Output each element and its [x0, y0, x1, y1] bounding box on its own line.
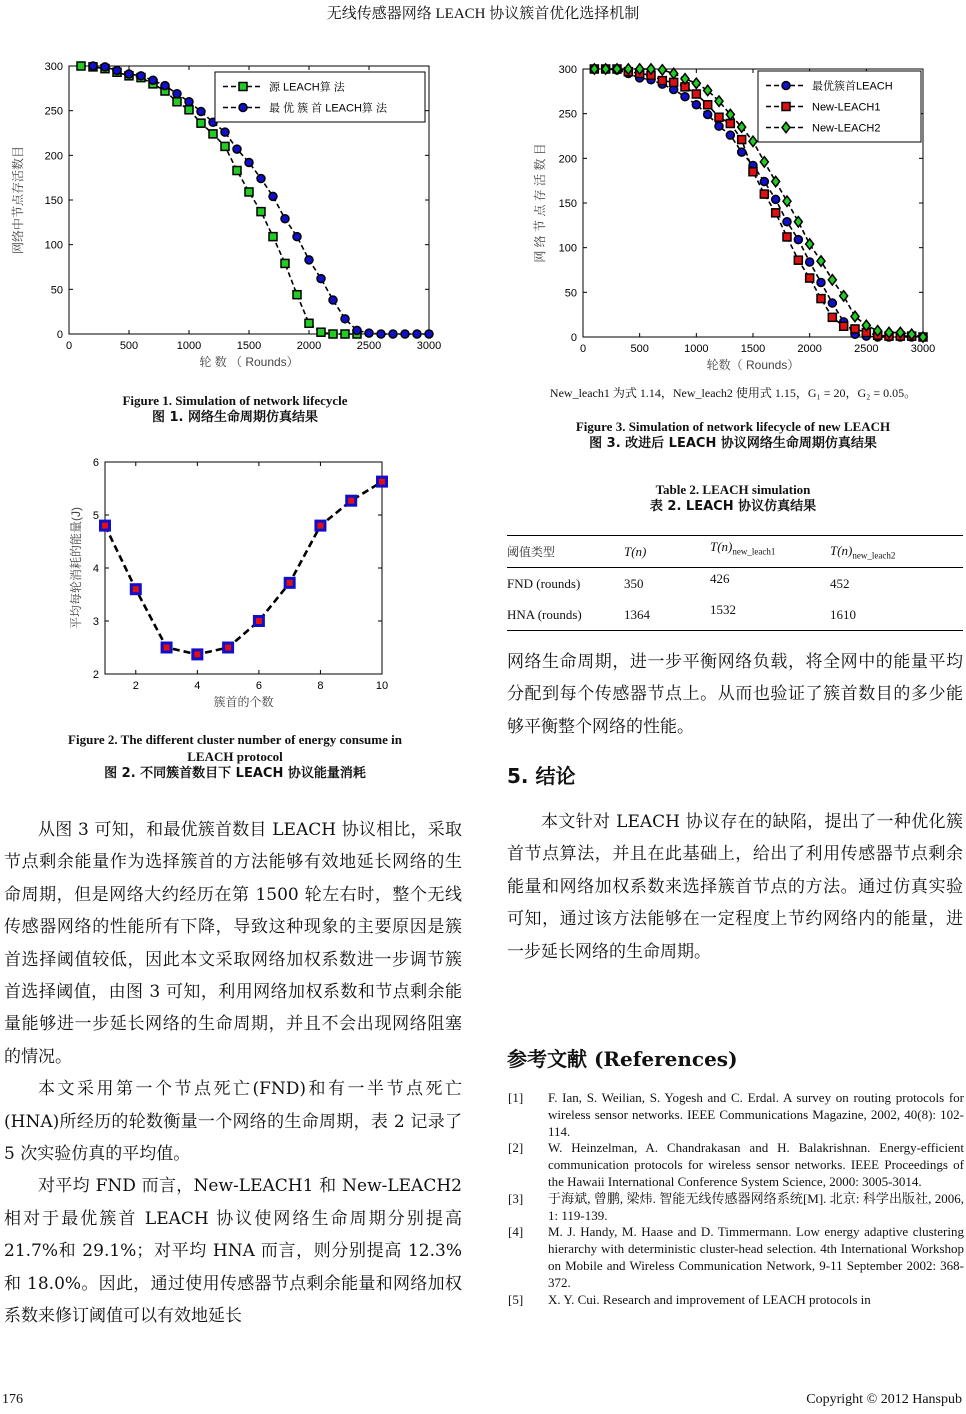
marker-circle: [341, 315, 349, 323]
y-tick-label: 6: [92, 457, 99, 469]
right-column-continuation: [507, 646, 963, 743]
marker-circle: [329, 296, 337, 304]
marker-circle: [692, 101, 700, 109]
marker-square: [658, 77, 666, 85]
reference-text: X. Y. Cui. Research and improvement of LEACH protocols in: [548, 1291, 871, 1307]
x-tick-label: 1500: [740, 343, 766, 355]
marker-square: [851, 325, 859, 333]
x-axis-label: 轮 数 （ Rounds）: [199, 355, 299, 369]
marker-square: [749, 168, 757, 176]
x-tick-label: 2000: [296, 340, 322, 352]
legend-label: New-LEACH2: [812, 122, 881, 135]
marker-circle: [281, 215, 289, 223]
marker-circle: [828, 299, 836, 307]
marker-circle: [161, 82, 169, 90]
caption-zh: 图 2. 不同簇首数目下 LEACH 协议能量消耗: [104, 766, 366, 781]
reference-item: [508, 1090, 964, 1140]
marker-circle: [89, 62, 97, 70]
reference-text: 于海斌, 曾鹏, 梁炜. 智能无线传感器网络系统[M]. 北京: 科学出版社, 2006, 1: 119-139.: [548, 1190, 964, 1223]
x-tick-label: 2000: [797, 343, 822, 355]
left-column-text: [4, 814, 462, 1333]
marker-square: [197, 119, 205, 127]
marker-square-inner: [164, 645, 170, 651]
marker-circle: [353, 326, 361, 334]
figure-2-caption: [0, 731, 470, 782]
y-tick-label: 200: [44, 150, 63, 163]
x-tick-label: 4: [194, 680, 201, 692]
legend-label: 源 LEACH算 法: [269, 81, 345, 94]
x-tick-label: 0: [579, 343, 587, 355]
marker-circle: [149, 76, 157, 84]
caption-en: Figure 3. Simulation of network lifecycle of new LEACH: [575, 419, 891, 434]
header-cell: [624, 536, 710, 568]
marker-square-inner: [348, 498, 354, 504]
marker-square: [794, 256, 802, 264]
references-list: [508, 1090, 964, 1308]
marker-circle: [113, 66, 121, 74]
marker-square: [221, 142, 229, 150]
reference-text: W. Heinzelman, A. Chandrakasan and H. Balakrishnan. Energy-efficient communication protocols for wireless sensor networks. IEEE Proceedings of the Hawaii International Conference System Science, 2000: 3005-3014.: [548, 1140, 964, 1189]
marker-circle: [715, 122, 723, 130]
copyright: Copyright © 2012 Hanspub: [806, 1392, 962, 1407]
y-axis-label: 网络中节点存活数目: [11, 145, 25, 255]
y-tick-label: 4: [92, 563, 99, 575]
reference-text: F. Ian, S. Weilian, S. Yogesh and C. Erdal. A survey on routing protocols for wireless sensor networks. IEEE Communications Magazine, 2002, 40(8): 102-114.: [548, 1090, 964, 1139]
legend-box: [215, 72, 425, 122]
x-tick-label: 500: [630, 343, 649, 355]
paragraph: 从图 3 可知，和最优簇首数目 LEACH 协议相比，采取节点剩余能量作为选择簇首的方法能够有效地延长网络的生命周期，但是网络大约经历在第 1500 轮左右时，整个无线传感器网络的性能所有下降，导致这种现象的主要原因是簇首选择阈值较低，因此本文采取网络加权系数进一步调节簇首选择阈值，由图 3 可知，利用网络加权系数和节点剩余能量能够进一步延长网络的生命周期，并且不会出现网络阻塞的情况。: [4, 820, 462, 1067]
legend-label: 最优簇首LEACH: [812, 80, 893, 93]
y-tick-label: 2: [92, 669, 99, 681]
marker-square: [704, 101, 712, 109]
marker-square: [293, 291, 301, 299]
reference-number: [3]: [508, 1190, 524, 1206]
table-cell: HNA (rounds): [507, 606, 582, 622]
marker-square: [840, 322, 848, 330]
paragraph: 本文采用第一个节点死亡(FND)和有一半节点死亡(HNA)所经历的轮数衡量一个网络的生命周期，表 2 记录了 5 次实验仿真的平均值。: [4, 1079, 462, 1165]
marker-circle: [317, 275, 325, 283]
caption-en: Figure 1. Simulation of network lifecycle: [122, 393, 348, 408]
marker-square-inner: [102, 523, 108, 529]
x-tick-label: 1500: [236, 340, 262, 352]
marker-square: [233, 167, 241, 175]
marker-circle: [389, 330, 397, 338]
marker-circle: [794, 236, 802, 244]
header-subscript: new_leach1: [732, 546, 776, 557]
paragraph: 网络生命周期，进一步平衡网络负载，将全网中的能量平均分配到每个传感器节点上。从而也验证了簇首数目的多少能够平衡整个网络的性能。: [507, 652, 963, 737]
x-tick-label: 2500: [854, 343, 879, 355]
marker-square: [772, 209, 780, 217]
marker-circle: [377, 330, 385, 338]
paragraph: 对平均 FND 而言，New-LEACH1 和 New-LEACH2 相对于最优簇首 LEACH 协议使网络生命周期分别提高 21.7%和 29.1%；对平均 HNA 而言，则分别提高 12.3%和 18.0%。因此，通过使用传感器节点剩余能量和网络加权系数来修订阈值可以有效地延长: [4, 1176, 462, 1327]
marker-square: [317, 328, 325, 336]
reference-item: [508, 1224, 964, 1291]
marker-circle: [772, 195, 780, 203]
y-tick-label: 100: [558, 242, 577, 255]
legend-label: New-LEACH1: [812, 101, 881, 114]
table-cell: 350: [624, 575, 644, 591]
y-tick-label: 300: [558, 64, 577, 76]
marker-circle: [413, 330, 421, 338]
marker-circle: [293, 233, 301, 241]
legend-label: 最 优 簇 首 LEACH算 法: [269, 102, 387, 115]
marker-square: [185, 106, 193, 114]
reference-item: [508, 1140, 964, 1190]
caption-zh: 图 1. 网络生命周期仿真结果: [151, 410, 319, 425]
marker-square-inner: [379, 479, 385, 485]
reference-item: [508, 1292, 964, 1309]
table-cell: FND (rounds): [507, 575, 581, 591]
marker-circle: [425, 330, 433, 338]
marker-square: [77, 62, 85, 70]
x-tick-label: 3000: [416, 340, 442, 352]
table-cell: 1610: [830, 606, 856, 622]
marker-square: [281, 259, 289, 267]
marker-circle: [817, 279, 825, 287]
marker-square: [806, 274, 814, 282]
y-tick-label: 0: [570, 332, 577, 344]
marker-square-inner: [194, 651, 200, 657]
reference-number: [1]: [508, 1090, 524, 1105]
x-tick-label: 6: [255, 680, 262, 692]
marker-circle: [173, 90, 181, 98]
marker-square-inner: [225, 645, 231, 651]
header-text: T(n): [624, 543, 647, 559]
y-axis-label: 平均每轮消耗的能量(J): [69, 507, 83, 629]
header-text: T(n): [710, 539, 733, 554]
marker-circle: [245, 158, 253, 166]
marker-circle: [305, 256, 313, 264]
table-row: [507, 568, 963, 600]
marker-square: [783, 233, 791, 241]
marker-square-inner: [317, 523, 323, 529]
table-cell: 1532: [710, 602, 736, 617]
x-tick-label: 3000: [910, 343, 936, 355]
y-tick-label: 250: [44, 105, 63, 118]
reference-text: M. J. Handy, M. Haase and D. Timmermann. Low energy adaptive clustering hierarchy with deterministic cluster-head selection. 4th International Workshop on Mobile and Wireless Communication Network, 9-11 September 2002: 368-372.: [548, 1224, 964, 1290]
marker-circle: [782, 82, 790, 90]
marker-circle: [738, 148, 746, 156]
figure-1-caption: [0, 392, 470, 426]
x-axis-label: 轮数（ Rounds）: [706, 358, 800, 372]
x-tick-label: 500: [119, 340, 139, 352]
x-tick-label: 0: [65, 340, 73, 352]
x-tick-label: 8: [317, 680, 324, 692]
references-heading: 参考文献 (References): [507, 1047, 738, 1071]
figure-3-note: New_leach1 为式 1.14，New_leach2 使用式 1.15，G₁ = 20，G₂ = 0.05。: [549, 386, 917, 400]
marker-circle: [365, 329, 373, 337]
marker-square: [828, 313, 836, 321]
figure-2-chart: [50, 440, 410, 720]
marker-circle: [137, 72, 145, 80]
table-2: [507, 535, 963, 631]
marker-circle: [239, 104, 247, 112]
running-head: 无线传感器网络 LEACH 协议簇首优化选择机制: [326, 6, 640, 22]
section-heading-conclusion: 5. 结论: [507, 764, 576, 788]
caption-en-line1: Figure 2. The different cluster number of energy consume in: [68, 732, 402, 747]
y-tick-label: 100: [44, 239, 63, 252]
marker-circle: [704, 111, 712, 119]
plot-area: [105, 462, 382, 674]
marker-circle: [185, 98, 193, 106]
y-axis-label: 网 络 节 点 存 活 数 目: [533, 143, 547, 263]
marker-square: [269, 233, 277, 241]
reference-number: [5]: [508, 1291, 524, 1307]
marker-circle: [401, 330, 409, 338]
caption-en: Table 2. LEACH simulation: [655, 482, 811, 497]
x-tick-label: 1000: [176, 340, 202, 352]
marker-square-inner: [287, 580, 293, 586]
marker-square: [341, 330, 349, 338]
table-header-row: [507, 536, 963, 568]
y-tick-label: 50: [564, 287, 577, 300]
y-tick-label: 5: [92, 510, 99, 522]
marker-circle: [233, 145, 241, 153]
page-number: 176: [2, 1392, 23, 1407]
reference-number: [2]: [508, 1140, 524, 1156]
figure-3-chart: [500, 50, 966, 380]
figure-3-caption: [500, 418, 966, 452]
table-cell: 452: [830, 575, 850, 591]
marker-square: [782, 103, 790, 111]
marker-square: [305, 319, 313, 327]
table-cell: 1364: [624, 606, 650, 622]
x-tick-label: 10: [375, 680, 389, 692]
marker-circle: [681, 93, 689, 101]
y-tick-label: 0: [56, 329, 63, 341]
marker-square: [239, 83, 247, 91]
marker-circle: [221, 128, 229, 136]
figure-1-chart: [0, 50, 460, 380]
x-tick-label: 2500: [356, 340, 382, 352]
caption-zh: 表 2. LEACH 协议仿真结果: [649, 499, 817, 514]
marker-circle: [806, 258, 814, 266]
header-cell: [830, 536, 963, 568]
y-tick-label: 200: [558, 153, 577, 166]
marker-square: [245, 188, 253, 196]
marker-square: [715, 113, 723, 121]
marker-square: [329, 330, 337, 338]
marker-square: [209, 130, 217, 138]
marker-square: [173, 98, 181, 106]
conclusion-text: [507, 806, 963, 968]
table-row: [507, 599, 963, 631]
marker-square: [817, 295, 825, 303]
marker-square: [760, 190, 768, 198]
y-tick-label: 50: [50, 284, 63, 297]
y-tick-label: 150: [44, 195, 63, 207]
reference-number: [4]: [508, 1224, 524, 1240]
caption-zh: 图 3. 改进后 LEACH 协议网络生命周期仿真结果: [589, 436, 877, 451]
x-tick-label: 2: [132, 680, 139, 692]
marker-square-inner: [133, 586, 139, 592]
header-subscript: new_leach2: [852, 550, 896, 561]
marker-circle: [101, 63, 109, 71]
marker-circle: [257, 175, 265, 183]
x-axis-label: 簇首的个数: [213, 695, 274, 709]
marker-circle: [197, 108, 205, 116]
marker-circle: [125, 70, 133, 78]
table-2-caption: [500, 481, 966, 515]
marker-square-inner: [256, 618, 262, 624]
marker-circle: [783, 218, 791, 226]
marker-square: [738, 136, 746, 144]
y-tick-label: 3: [92, 616, 99, 628]
y-tick-label: 150: [558, 198, 577, 210]
paragraph: 本文针对 LEACH 协议存在的缺陷，提出了一种优化簇首节点算法，并且在此基础上，给出了利用传感器节点剩余能量和网络加权系数来选择簇首节点的方法。通过仿真实验可知，通过该方法能够在一定程度上节约网络内的能量，进一步延长网络的生命周期。: [507, 812, 963, 962]
marker-square: [692, 90, 700, 98]
y-tick-label: 250: [558, 108, 577, 121]
table-cell: 426: [710, 571, 730, 586]
header-cell: 阈值类型: [507, 545, 556, 559]
marker-square: [257, 208, 265, 216]
marker-circle: [269, 192, 277, 200]
marker-circle: [726, 131, 734, 139]
x-tick-label: 1000: [684, 343, 709, 355]
caption-en-line2: LEACH protocol: [187, 749, 283, 764]
header-text: T(n): [830, 542, 853, 558]
reference-item: [508, 1191, 964, 1225]
header-cell: [710, 536, 830, 568]
y-tick-label: 300: [44, 61, 63, 73]
marker-circle: [760, 178, 768, 186]
